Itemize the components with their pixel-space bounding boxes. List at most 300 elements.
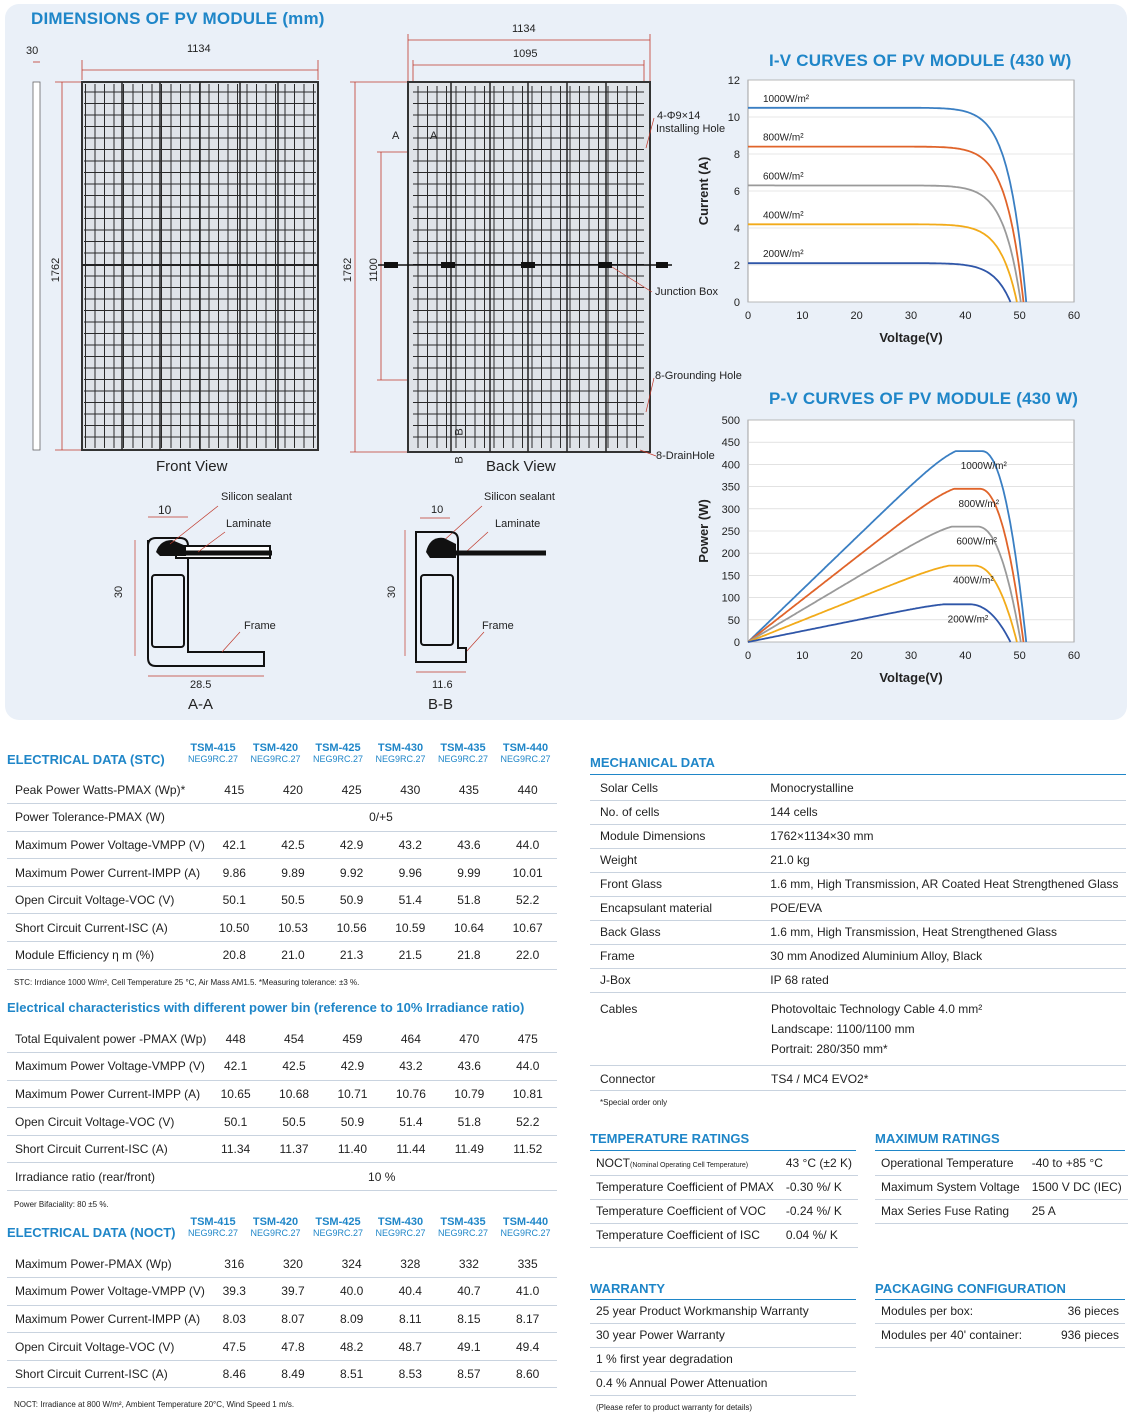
- series-label: 800W/m²: [958, 498, 1000, 510]
- section-b-top: B: [453, 428, 466, 436]
- cell-value: 22.0: [498, 942, 557, 970]
- back-height: 1762: [342, 257, 355, 283]
- mech-value: 21.0 kg: [760, 848, 1126, 872]
- y-tick-label: 150: [721, 570, 740, 583]
- cell-value: 320: [264, 1250, 323, 1278]
- series-label: 1000W/m²: [763, 93, 810, 105]
- bb-label: B-B: [428, 696, 454, 713]
- x-tick-label: 10: [796, 650, 809, 662]
- installing-hole-spec: 4-Φ9×14: [657, 110, 701, 122]
- series-label: 400W/m²: [953, 575, 994, 587]
- iv-chart-title: I-V CURVES OF PV MODULE (430 W): [769, 51, 1072, 70]
- y-tick-label: 0: [733, 297, 740, 309]
- warranty-title: WARRANTY: [590, 1281, 666, 1296]
- table-row: [7, 859, 557, 887]
- model-name: TSM-425: [315, 742, 361, 754]
- mech-value: 144 cells: [760, 800, 1126, 824]
- model-name: TSM-430: [377, 742, 424, 754]
- y-tick-label: 500: [721, 415, 740, 427]
- cell-value: 21.3: [322, 942, 381, 970]
- cell-value: 39.3: [205, 1278, 264, 1306]
- model-header: [303, 1216, 373, 1238]
- cell-value: 41.0: [498, 1278, 557, 1306]
- model-suffix: NEG9RC.27: [500, 754, 551, 764]
- back-view-label: Back View: [486, 458, 556, 475]
- cell-value: 42.1: [205, 831, 264, 859]
- model-suffix: NEG9RC.27: [312, 1228, 364, 1238]
- table-row: [7, 1108, 557, 1136]
- model-name: TSM-440: [502, 1216, 549, 1228]
- table-row: [590, 1151, 858, 1175]
- cell-value: 10.59: [381, 914, 440, 942]
- cell-value: 9.89: [264, 859, 323, 887]
- cell-value: 459: [323, 1025, 381, 1053]
- stc-note: STC: Irrdiance 1000 W/m², Cell Temperature 25 °C, Air Mass AM1.5. *Measuring tolerance: ±3 %.: [14, 978, 360, 987]
- rating-value: 1500 V DC (IEC): [1026, 1175, 1128, 1199]
- cell-value: 10.71: [323, 1080, 381, 1108]
- x-tick-label: 50: [1013, 310, 1026, 322]
- x-tick-label: 20: [850, 650, 863, 662]
- mech-key: Back Glass: [590, 920, 760, 944]
- cell-value: 10.67: [498, 914, 557, 942]
- noct-note: NOCT: Irradiance at 800 W/m², Ambient Temperature 20°C, Wind Speed 1 m/s.: [14, 1400, 295, 1409]
- cell-value: 440: [498, 776, 557, 804]
- cell-value: 49.4: [498, 1333, 557, 1361]
- y-tick-label: 12: [727, 75, 740, 87]
- series-label: 1000W/m²: [960, 461, 1007, 473]
- table-row: [7, 1025, 557, 1053]
- aa-top-dim: 10: [158, 503, 172, 517]
- cell-value: 10.76: [382, 1080, 440, 1108]
- table-row: [7, 804, 557, 832]
- cell-value: 8.57: [440, 1360, 499, 1388]
- row-label: Maximum Power Voltage-VMPP (V): [7, 1278, 205, 1306]
- y-tick-label: 250: [721, 526, 740, 538]
- front-view-label: Front View: [156, 458, 228, 475]
- cables-line-2: Landscape: 1100/1100 mm: [771, 1022, 915, 1036]
- row-label: Open Circuit Voltage-VOC (V): [7, 886, 205, 914]
- table-row: [7, 776, 557, 804]
- model-suffix: NEG9RC.27: [250, 754, 301, 764]
- cell-value: 332: [440, 1250, 499, 1278]
- table-row: [590, 848, 1126, 872]
- cell-value: 10.68: [265, 1080, 323, 1108]
- table-row: [590, 920, 1126, 944]
- row-label: Total Equivalent power -PMAX (Wp): [7, 1025, 206, 1053]
- table-row: [590, 944, 1126, 968]
- cell-value: 8.53: [381, 1360, 440, 1388]
- model-name: TSM-415: [190, 1216, 236, 1228]
- pv-chart-title: P-V CURVES OF PV MODULE (430 W): [769, 389, 1079, 408]
- cell-value: 8.03: [205, 1305, 264, 1333]
- row-label: Maximum Power-PMAX (Wp): [7, 1250, 205, 1278]
- cell-value: 52.2: [499, 1108, 557, 1136]
- y-tick-label: 0: [733, 637, 740, 649]
- model-header: [178, 742, 248, 764]
- cell-value: 50.9: [322, 886, 381, 914]
- x-tick-label: 10: [796, 310, 809, 322]
- table-row: [7, 914, 557, 942]
- cell-value: 430: [381, 776, 440, 804]
- table-row: [7, 1360, 557, 1388]
- pv-chart: [690, 410, 1090, 690]
- cell-value: 20.8: [205, 942, 264, 970]
- table-row: [7, 1080, 557, 1108]
- cell-value: 42.1: [206, 1053, 264, 1081]
- rating-key: Temperature Coefficient of ISC: [590, 1223, 780, 1247]
- model-header: [428, 742, 498, 764]
- table-row: [7, 1053, 557, 1081]
- connector-row: [590, 1067, 1126, 1091]
- aa-bottom-dim: 28.5: [190, 679, 212, 691]
- row-label: Maximum Power Voltage-VMPP (V): [7, 831, 205, 859]
- mech-value: Monocrystalline: [760, 776, 1126, 800]
- mech-key: No. of cells: [590, 800, 760, 824]
- warranty-item: 30 year Power Warranty: [590, 1323, 856, 1347]
- cell-value: 51.8: [440, 886, 499, 914]
- cell-value: 8.09: [322, 1305, 381, 1333]
- cell-value: 475: [499, 1025, 557, 1053]
- series-label: 600W/m²: [763, 171, 804, 183]
- cell-value: 8.49: [264, 1360, 323, 1388]
- mech-value: POE/EVA: [760, 896, 1126, 920]
- model-header: [428, 1216, 498, 1238]
- table-row: [7, 1250, 557, 1278]
- rating-key: Maximum System Voltage: [875, 1175, 1026, 1199]
- table-row: [875, 1151, 1128, 1175]
- model-suffix: NEG9RC.27: [437, 754, 489, 764]
- drain-hole-label: 8-DrainHole: [656, 450, 715, 462]
- rating-value: -0.24 %/ K: [780, 1199, 858, 1223]
- cell-value: 50.5: [264, 886, 323, 914]
- aa-label: A-A: [188, 696, 214, 713]
- table-row: [875, 1299, 1125, 1323]
- cell-value: 9.86: [205, 859, 264, 887]
- connector-key: Connector: [600, 1072, 656, 1086]
- model-header: [241, 1216, 311, 1238]
- cell-value: 47.5: [205, 1333, 264, 1361]
- stc-title: ELECTRICAL DATA (STC): [7, 752, 165, 767]
- cell-value: 51.4: [381, 886, 440, 914]
- pack-value: 936 pieces: [1047, 1323, 1126, 1347]
- cell-value: 8.17: [498, 1305, 557, 1333]
- maxr-table: [875, 1151, 1128, 1224]
- row-label: Short Circuit Current-ISC (A): [7, 914, 205, 942]
- model-header: [491, 742, 561, 764]
- cell-value: 11.40: [323, 1135, 381, 1163]
- cell-value: 47.8: [264, 1333, 323, 1361]
- warranty-item: 25 year Product Workmanship Warranty: [590, 1299, 856, 1323]
- table-row: [875, 1175, 1128, 1199]
- series-label: 200W/m²: [947, 614, 989, 626]
- model-name: TSM-420: [252, 742, 299, 754]
- junction-box-label: Junction Box: [655, 286, 718, 298]
- cell-value: 10.65: [206, 1080, 264, 1108]
- model-name: TSM-420: [252, 1216, 299, 1228]
- cell-value: 21.0: [264, 942, 323, 970]
- installing-hole-label: Installing Hole: [656, 123, 726, 135]
- table-row: [7, 1278, 557, 1306]
- model-name: TSM-435: [440, 742, 486, 754]
- row-label: Short Circuit Current-ISC (A): [7, 1135, 206, 1163]
- dimensions-drawing: [0, 0, 760, 720]
- y-tick-label: 4: [733, 223, 740, 235]
- table-row: [7, 831, 557, 859]
- cell-value: 454: [265, 1025, 323, 1053]
- rating-key: Max Series Fuse Rating: [875, 1199, 1026, 1223]
- cell-value: 48.7: [381, 1333, 440, 1361]
- x-tick-label: 20: [850, 310, 863, 322]
- rating-value: -40 to +85 °C: [1026, 1151, 1128, 1175]
- row-label: Maximum Power Current-IMPP (A): [7, 1305, 205, 1333]
- row-label: Short Circuit Current-ISC (A): [7, 1360, 205, 1388]
- cell-value: 8.15: [440, 1305, 499, 1333]
- bb-bottom-dim: 11.6: [432, 679, 453, 691]
- rating-value: 25 A: [1026, 1199, 1128, 1223]
- row-label: Maximum Power Voltage-VMPP (V): [7, 1053, 206, 1081]
- table-row: [590, 872, 1126, 896]
- x-tick-label: 60: [1067, 310, 1081, 322]
- table-row: [590, 896, 1126, 920]
- model-suffix: NEG9RC.27: [375, 754, 426, 764]
- table-row: [590, 800, 1126, 824]
- spanned-value: 10 %: [206, 1163, 557, 1191]
- x-tick-label: 40: [959, 310, 972, 322]
- rating-key-sub: (Nominal Operating Cell Temperature): [630, 1161, 749, 1169]
- y-tick-label: 10: [727, 112, 740, 124]
- row-label: Module Efficiency η m (%): [7, 942, 205, 970]
- cell-value: 420: [264, 776, 323, 804]
- table-row: [590, 1347, 856, 1371]
- cell-value: 464: [382, 1025, 440, 1053]
- table-row: [590, 1223, 858, 1247]
- x-tick-label: 50: [1013, 650, 1026, 662]
- bin-title: Electrical characteristics with different power bin (reference to 10% Irradiance ratio): [7, 1000, 525, 1015]
- front-width: 1134: [187, 43, 211, 55]
- mech-value: 1.6 mm, High Transmission, AR Coated Heat Strengthened Glass: [760, 872, 1126, 896]
- y-axis-label: Power (W): [696, 499, 711, 563]
- cell-value: 40.0: [322, 1278, 381, 1306]
- row-label: Peak Power Watts-PMAX (Wp)*: [7, 776, 205, 804]
- front-height: 1762: [50, 257, 63, 283]
- cell-value: 44.0: [499, 1053, 557, 1081]
- cell-value: 324: [322, 1250, 381, 1278]
- row-label: Irradiance ratio (rear/front): [7, 1163, 206, 1191]
- cell-value: 415: [205, 776, 264, 804]
- cell-value: 51.8: [440, 1108, 498, 1136]
- cell-value: 8.51: [322, 1360, 381, 1388]
- model-suffix: NEG9RC.27: [250, 1228, 301, 1238]
- rating-value: -0.30 %/ K: [780, 1175, 858, 1199]
- cell-value: 435: [440, 776, 499, 804]
- bin-table: [7, 1025, 557, 1191]
- bb-laminate-label: Laminate: [495, 518, 541, 530]
- model-suffix: NEG9RC.27: [187, 1228, 239, 1238]
- model-header: [241, 742, 311, 764]
- noct-title: ELECTRICAL DATA (NOCT): [7, 1225, 176, 1240]
- dimensions-title: DIMENSIONS OF PV MODULE (mm): [31, 9, 325, 28]
- cell-value: 43.6: [440, 1053, 498, 1081]
- section-a-right: A: [430, 130, 438, 142]
- model-name: TSM-415: [190, 742, 236, 754]
- cell-value: 42.9: [322, 831, 381, 859]
- cell-value: 335: [498, 1250, 557, 1278]
- cell-value: 44.0: [498, 831, 557, 859]
- row-label: Open Circuit Voltage-VOC (V): [7, 1333, 205, 1361]
- back-width-inner: 1095: [513, 48, 538, 60]
- cell-value: 51.4: [382, 1108, 440, 1136]
- y-tick-label: 50: [727, 614, 740, 627]
- rating-key: Operational Temperature: [875, 1151, 1026, 1175]
- model-suffix: NEG9RC.27: [500, 1228, 551, 1238]
- warranty-item: 0.4 % Annual Power Attenuation: [590, 1371, 856, 1395]
- table-row: [590, 1199, 858, 1223]
- table-row: [7, 886, 557, 914]
- model-header: [366, 742, 436, 764]
- warranty-item: 1 % first year degradation: [590, 1347, 856, 1371]
- cell-value: 11.37: [265, 1135, 323, 1163]
- mech-value: 1762×1134×30 mm: [760, 824, 1126, 848]
- model-suffix: NEG9RC.27: [375, 1228, 426, 1238]
- y-axis-label: Current (A): [696, 156, 711, 226]
- y-tick-label: 6: [733, 186, 740, 198]
- cell-value: 9.92: [322, 859, 381, 887]
- bb-frame-label: Frame: [482, 620, 514, 632]
- cell-value: 8.11: [381, 1305, 440, 1333]
- row-label: Open Circuit Voltage-VOC (V): [7, 1108, 206, 1136]
- model-header: [366, 1216, 436, 1238]
- pack-title: PACKAGING CONFIGURATION: [875, 1281, 1066, 1296]
- temp-title: TEMPERATURE RATINGS: [590, 1131, 750, 1146]
- row-label: Maximum Power Current-IMPP (A): [7, 859, 205, 887]
- y-tick-label: 450: [721, 437, 740, 450]
- x-tick-label: 30: [904, 650, 918, 662]
- mech-key: Module Dimensions: [590, 824, 760, 848]
- cell-value: 40.4: [381, 1278, 440, 1306]
- table-row: [590, 776, 1126, 800]
- cell-value: 11.49: [440, 1135, 498, 1163]
- cell-value: 10.79: [440, 1080, 498, 1108]
- cell-value: 470: [440, 1025, 498, 1053]
- section-a-left: A: [392, 130, 400, 142]
- mech-rule: [590, 774, 1126, 775]
- mech-value: IP 68 rated: [760, 968, 1126, 992]
- cell-value: 10.53: [264, 914, 323, 942]
- model-header: [178, 1216, 248, 1238]
- cell-value: 43.2: [381, 831, 440, 859]
- cell-value: 10.64: [440, 914, 499, 942]
- mech-note: *Special order only: [600, 1098, 668, 1107]
- x-tick-label: 40: [959, 650, 972, 662]
- spanned-value: 0/+5: [205, 804, 557, 832]
- rating-key: NOCT(Nominal Operating Cell Temperature): [590, 1151, 780, 1175]
- bb-side-dim: 30: [386, 585, 399, 599]
- table-row: [590, 1371, 856, 1395]
- cell-value: 43.6: [440, 831, 499, 859]
- rating-value: 0.04 %/ K: [780, 1223, 858, 1247]
- model-suffix: NEG9RC.27: [437, 1228, 489, 1238]
- cell-value: 52.2: [498, 886, 557, 914]
- pack-value: 36 pieces: [1047, 1299, 1126, 1323]
- y-tick-label: 100: [721, 592, 740, 605]
- temp-table: [590, 1151, 858, 1248]
- cell-value: 50.1: [206, 1108, 264, 1136]
- warranty-table: [590, 1299, 856, 1396]
- connector-value: TS4 / MC4 EVO2*: [771, 1072, 869, 1086]
- row-label: Maximum Power Current-IMPP (A): [7, 1080, 206, 1108]
- cell-value: 8.60: [498, 1360, 557, 1388]
- cables-key: Cables: [600, 1002, 638, 1016]
- x-tick-label: 0: [744, 650, 752, 662]
- model-name: TSM-425: [315, 1216, 361, 1228]
- aa-sealant-label: Silicon sealant: [221, 491, 292, 503]
- table-row: [875, 1199, 1128, 1223]
- stc-table: [7, 776, 557, 970]
- iv-chart: [690, 70, 1090, 350]
- x-axis-label: Voltage(V): [879, 330, 943, 345]
- table-row: [7, 1135, 557, 1163]
- y-tick-label: 2: [733, 260, 740, 272]
- row-label: Power Tolerance-PMAX (W): [7, 804, 205, 832]
- x-tick-label: 60: [1067, 650, 1081, 662]
- pack-key: Modules per box:: [875, 1299, 1047, 1323]
- rating-value: 43 °C (±2 K): [780, 1151, 858, 1175]
- table-row: [7, 942, 557, 970]
- section-b-bottom: B: [453, 456, 466, 464]
- model-suffix: NEG9RC.27: [187, 754, 239, 764]
- back-width-outer: 1134: [512, 23, 536, 35]
- cell-value: 40.7: [440, 1278, 499, 1306]
- table-row: [875, 1323, 1125, 1347]
- cell-value: 50.1: [205, 886, 264, 914]
- x-tick-label: 30: [904, 310, 918, 322]
- grounding-hole-label: 8-Grounding Hole: [655, 370, 742, 382]
- y-tick-label: 350: [721, 481, 740, 494]
- cell-value: 11.44: [382, 1135, 440, 1163]
- cell-value: 9.99: [440, 859, 499, 887]
- cell-value: 11.52: [499, 1135, 557, 1163]
- pack-table: [875, 1299, 1125, 1348]
- cell-value: 39.7: [264, 1278, 323, 1306]
- cell-value: 8.46: [205, 1360, 264, 1388]
- cell-value: 50.5: [265, 1108, 323, 1136]
- bin-note: Power Bifaciality: 80 ±5 %.: [14, 1200, 109, 1209]
- mech-key: Solar Cells: [590, 776, 760, 800]
- maxr-title: MAXIMUM RATINGS: [875, 1131, 1000, 1146]
- noct-table: [7, 1250, 557, 1388]
- cell-value: 10.81: [499, 1080, 557, 1108]
- model-name: TSM-440: [502, 742, 549, 754]
- mech-value: 30 mm Anodized Aluminium Alloy, Black: [760, 944, 1126, 968]
- cables-row: [590, 992, 1126, 1066]
- mech-key: Encapsulant material: [590, 896, 760, 920]
- aa-frame-label: Frame: [244, 620, 276, 632]
- aa-side-dim: 30: [113, 585, 126, 599]
- cables-line-3: Portrait: 280/350 mm*: [771, 1042, 888, 1056]
- aa-laminate-label: Laminate: [226, 518, 272, 530]
- mech-value: 1.6 mm, High Transmission, Heat Strengthened Glass: [760, 920, 1126, 944]
- cell-value: 42.9: [323, 1053, 381, 1081]
- table-row: [590, 1299, 856, 1323]
- cables-line-1: Photovoltaic Technology Cable 4.0 mm²: [771, 1002, 983, 1016]
- cell-value: 50.9: [323, 1108, 381, 1136]
- cell-value: 448: [206, 1025, 264, 1053]
- series-label: 600W/m²: [956, 536, 997, 548]
- bb-sealant-label: Silicon sealant: [484, 491, 555, 503]
- table-row: [590, 1175, 858, 1199]
- cell-value: 49.1: [440, 1333, 499, 1361]
- cell-value: 11.34: [206, 1135, 264, 1163]
